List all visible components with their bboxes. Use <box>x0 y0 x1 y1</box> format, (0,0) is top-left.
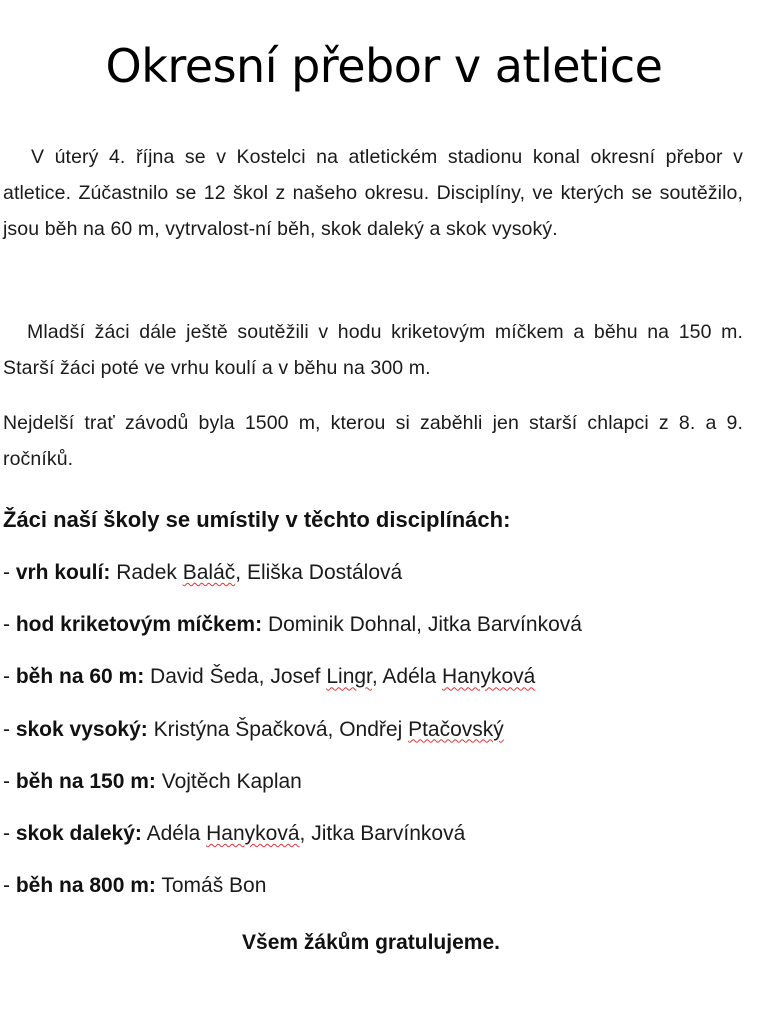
longest-race-paragraph: Nejdelší trať závodů byla 1500 m, kterou si zaběhli jen starší chlapci z 8. a 9. ročníků. <box>3 412 743 470</box>
result-item: - skok vysoký: Kristýna Špačková, Ondřej Ptačovský <box>3 717 504 741</box>
discipline-label: běh na 150 m: <box>15 769 156 793</box>
athlete-name: Tomáš Bon <box>161 874 267 898</box>
younger-pupils-paragraph: Mladší žáci dále ještě soutěžili v hodu kriketovým míčkem a běhu na 150 m. Starší žáci poté ve vrhu koulí a v běhu na 300 m. <box>3 321 743 379</box>
athlete-name: Kristýna Špačková <box>153 717 328 741</box>
name-separator: , <box>327 717 334 741</box>
discipline-label: vrh koulí: <box>15 561 111 584</box>
results-heading: Žáci naší školy se umístily v těchto disciplínách: <box>3 507 511 532</box>
athlete-name: Eliška Dostálová <box>246 561 403 584</box>
result-item: - běh na 60 m: David Šeda, Josef Lingr, Adéla Hanyková <box>3 665 536 689</box>
discipline-label: běh na 800 m: <box>15 874 156 898</box>
athlete-name: Vojtěch Kaplan <box>161 769 302 793</box>
result-item: - běh na 800 m: Tomáš Bon <box>3 874 267 898</box>
result-item: - skok daleký: Adéla Hanyková, Jitka Barvínková <box>3 821 466 845</box>
athlete-name: Jitka Barvínková <box>427 613 582 637</box>
discipline-label: skok daleký: <box>15 821 142 845</box>
page-title: Okresní přebor v atletice <box>105 39 663 93</box>
athlete-name: Adéla <box>146 821 207 845</box>
athlete-name: Jitka Barvínková <box>311 821 466 845</box>
athlete-name-spellcheck-flagged: Lingr <box>326 665 372 689</box>
name-separator: , <box>416 613 423 637</box>
result-item: - vrh koulí: Radek Baláč, Eliška Dostálová <box>3 561 403 584</box>
results-list <box>3 555 763 920</box>
closing-line: Všem žákům gratulujeme. <box>242 931 500 954</box>
athlete-name-spellcheck-flagged: Ptačovský <box>408 717 504 741</box>
name-separator: , <box>258 665 265 689</box>
intro-paragraph: V úterý 4. října se v Kostelci na atletickém stadionu konal okresní přebor v atletice. Zúčastnilo se 12 škol z našeho okresu. Disciplíny, ve kterých se soutěžilo, jsou běh na 60 m, vytrvalost-ní běh, skok daleký a skok vysoký. <box>3 146 743 240</box>
athlete-name-spellcheck-flagged: Hanyková <box>206 821 300 845</box>
result-item: - běh na 150 m: Vojtěch Kaplan <box>3 769 302 793</box>
athlete-name: Radek <box>116 561 183 584</box>
athlete-name-spellcheck-flagged: Baláč <box>182 561 236 584</box>
athlete-name: Ondřej <box>339 717 409 741</box>
athlete-name: David Šeda <box>150 665 259 689</box>
athlete-name: Adéla <box>382 665 442 689</box>
name-separator: , <box>371 665 378 689</box>
athlete-name: Dominik Dohnal <box>267 613 417 637</box>
name-separator: , <box>235 561 242 584</box>
athlete-name: Josef <box>270 665 327 689</box>
name-separator: , <box>299 821 306 845</box>
result-item: - hod kriketovým míčkem: Dominik Dohnal, Jitka Barvínková <box>3 613 582 637</box>
discipline-label: skok vysoký: <box>15 717 148 741</box>
athlete-name-spellcheck-flagged: Hanyková <box>441 665 536 689</box>
discipline-label: běh na 60 m: <box>15 665 145 689</box>
discipline-label: hod kriketovým míčkem: <box>15 613 263 637</box>
